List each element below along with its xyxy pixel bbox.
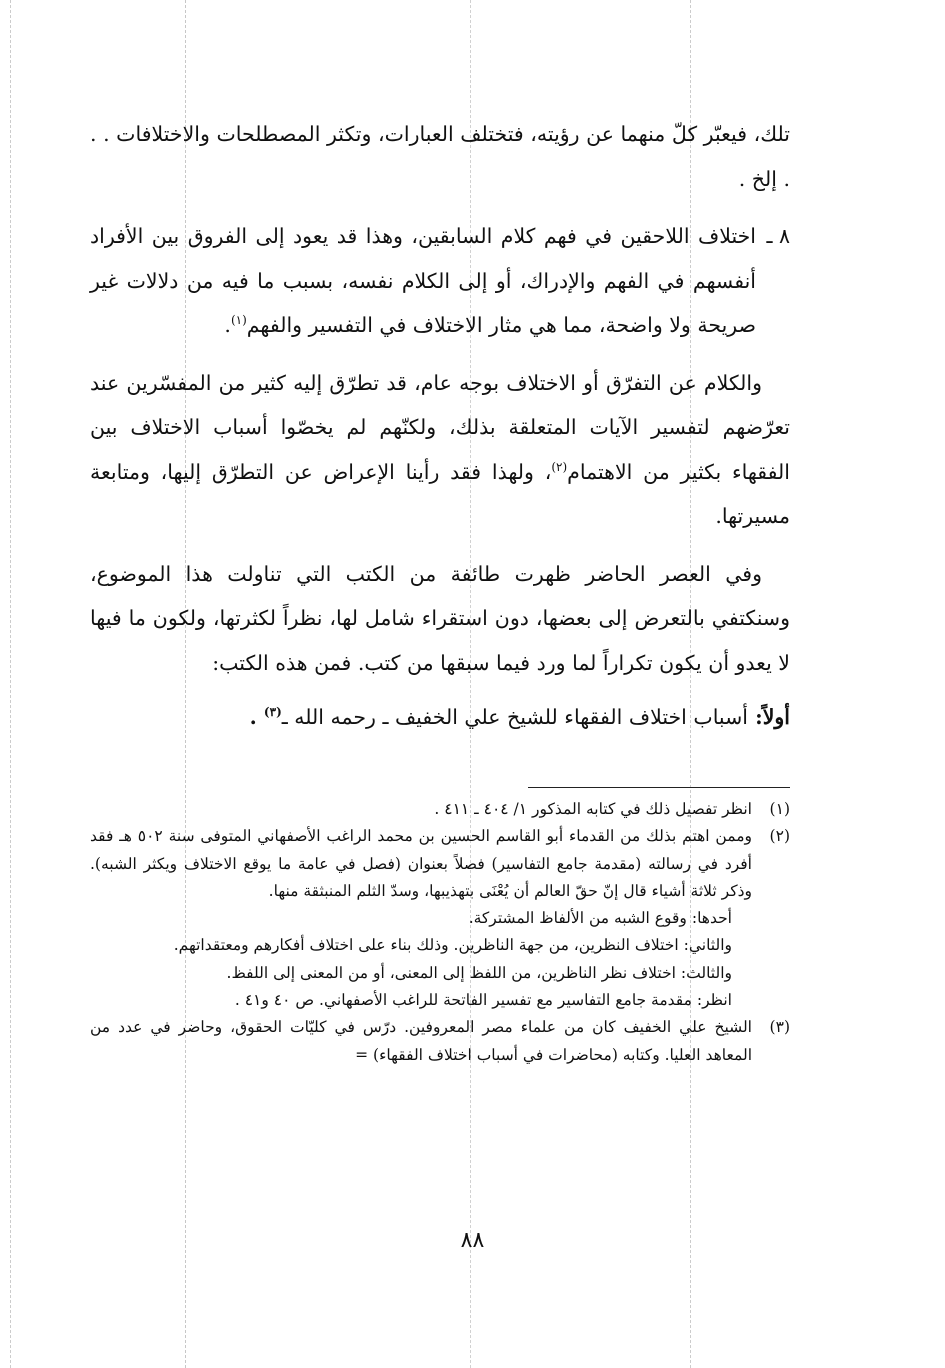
heading-text: أسباب اختلاف الفقهاء للشيخ علي الخفيف ـ رحمه الله ـ — [281, 705, 748, 729]
paragraph-3-part2: ، ولهذا فقد رأينا الإعراض عن التطرّق إليها، ومتابعة مسيرتها. — [90, 459, 790, 528]
footnote-1 — [90, 796, 790, 823]
scan-artifact-line — [10, 0, 11, 1368]
footnote-ref-1: (١) — [230, 313, 247, 328]
footnote-number: (٣) — [769, 1018, 790, 1037]
footnote-ref-3: (٣) — [263, 705, 282, 720]
footnote-2 — [90, 823, 790, 905]
paragraph-continued: تلك، فيعبّر كلّ منهما عن رؤيته، فتختلف العبارات، وتكثر المصطلحات والاختلافات . . . إلخ . — [90, 122, 790, 191]
footnotes — [90, 796, 790, 1069]
footnote-divider — [528, 787, 790, 788]
numbered-item-8 — [90, 214, 790, 348]
paragraph-3 — [90, 361, 790, 539]
footnote-number: (١) — [769, 800, 790, 818]
main-text — [90, 112, 790, 740]
footnote-text: وممن اهتم بذلك من القدماء أبو القاسم الحسين بن محمد الراغب الأصفهاني المتوفى سنة ٥٠٢ هـ فقد أفرد في رسالته (مقدمة جامع التفاسير) فصلاً بعنوان (فصل في عامة ما يوقع الاختلاف ويكثر الشبه). وذكر ثلاثة أشياء قال إنّ حقّ العالم أن يُعْنَى بتهذيبها، وسدّ الثلم المنبثقة منها. — [90, 827, 752, 900]
footnote-text: الشيخ علي الخفيف كان من علماء مصر المعروفين. درّس في كليّات الحقوق، وحاضر في عدد من المعاهد العليا. وكتابه (محاضرات في أسباب اختلاف الفقهاء) = — [90, 1018, 752, 1064]
footnote-2-point-3: والثالث: اختلاف نظر الناظرين، من اللفظ إلى المعنى، أو من المعنى إلى اللفظ. — [226, 963, 732, 982]
page-number: ٨٨ — [460, 1228, 485, 1253]
footnote-3 — [90, 1014, 790, 1069]
item-text: اختلاف اللاحقين في فهم كلام السابقين، وهذا قد يعود إلى الفروق بين الأفراد أنفسهم في الفهم والإدراك، أو إلى الكلام نفسه، بسبب ما فيه من دلالات غير صريحة ولا واضحة، مما هي مثار الاختلاف في التفسير والفهم$^{(١)}$. — [90, 224, 756, 337]
item-8-body: اختلاف اللاحقين في فهم كلام السابقين، وهذا قد يعود إلى الفروق بين الأفراد أنفسهم في الفهم والإدراك، أو إلى الكلام نفسه، بسبب ما فيه من دلالات غير صريحة ولا واضحة، مما هي مثار الاختلاف في التفسير والفهم — [90, 224, 756, 337]
item-number: ٨ ـ — [766, 224, 790, 248]
footnote-2-source: انظر: مقدمة جامع التفاسير مع تفسير الفاتحة للراغب الأصفهاني. ص ٤٠ و٤١ . — [234, 991, 732, 1010]
footnote-2-point-1: أحدها: وقوع الشبه من الألفاظ المشتركة. — [468, 909, 732, 928]
paragraph-3-part1: والكلام عن التفرّق أو الاختلاف بوجه عام، قد تطرّق إليه كثير من المفسّرين عند تعرّضهم لتفسير الآيات المتعلقة بذلك، ولكنّهم لم يخصّوا أسباب الاختلاف بين الفقهاء بكثير من الاهتمام — [90, 370, 790, 484]
section-heading: أولاً: أسباب اختلاف الفقهاء للشيخ علي الخفيف ـ رحمه الله ـ$^{(٣)}$ . — [249, 705, 790, 729]
footnote-2-point-2: والثاني: اختلاف النظرين، من جهة الناظرين. وذلك بناء على اختلاف أفكارهم ومعتقداتهم. — [173, 936, 732, 955]
footnote-text: انظر تفصيل ذلك في كتابه المذكور ١/ ٤٠٤ ـ ٤١١ . — [434, 800, 752, 818]
footnote-number: (٢) — [769, 827, 790, 846]
paragraph-4: وفي العصر الحاضر ظهرت طائفة من الكتب التي تناولت هذا الموضوع، وسنكتفي بالتعرض إلى بعضها، دون استقراء شامل لها، نظراً لكثرتها، ولكون ما فيها لا يعدو أن يكون تكراراً لما ورد فيما سبقها من كتب. فمن هذه الكتب: — [90, 561, 790, 675]
footnote-ref-2: (٢) — [551, 459, 568, 474]
heading-label: أولاً: — [755, 705, 790, 729]
